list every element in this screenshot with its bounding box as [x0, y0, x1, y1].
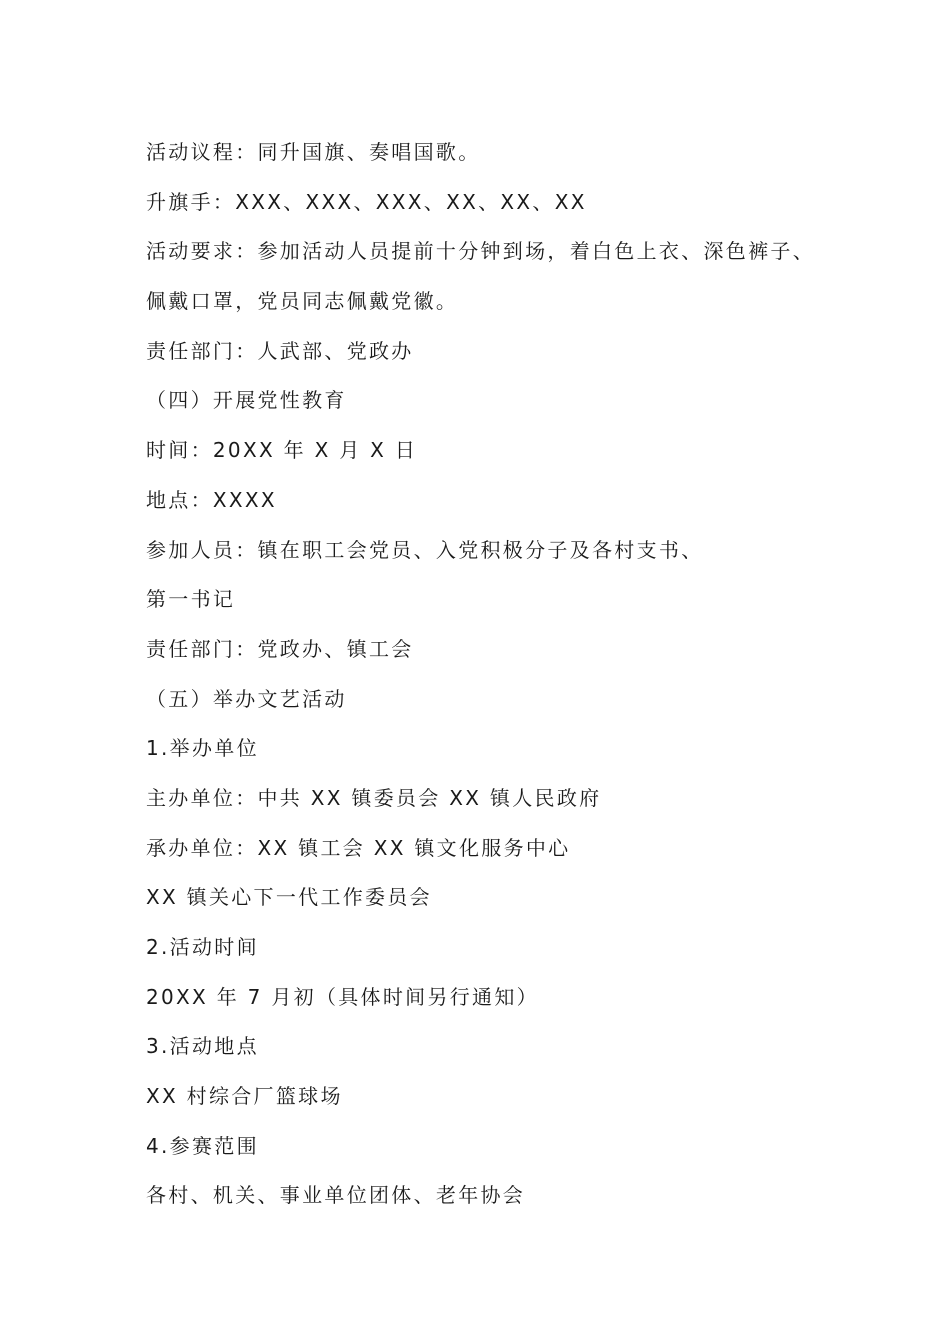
agenda-line: 活动议程：同升国旗、奏唱国歌。 [146, 140, 481, 164]
participation-scope-line: 各村、机关、事业单位团体、老年协会 [146, 1183, 526, 1208]
activity-location-line: XX 村综合厂篮球场 [146, 1084, 343, 1109]
subheading-activity-location: 3.活动地点 [146, 1034, 259, 1059]
document-body [146, 134, 836, 1227]
co-organizer-line: 承办单位：XX 镇工会 XX 镇文化服务中心 [146, 835, 571, 860]
subheading-participation-scope: 4.参赛范围 [146, 1133, 259, 1158]
location-line: 地点：XXXX [146, 487, 277, 512]
time-line: 时间：20XX 年 X 月 X 日 [146, 438, 418, 463]
responsible-department-line: 责任部门：人武部、党政办 [146, 338, 414, 363]
requirements-continued-line: 佩戴口罩，党员同志佩戴党徽。 [146, 289, 459, 314]
section-heading-five: （五）举办文艺活动 [146, 686, 347, 711]
subheading-organizers: 1.举办单位 [146, 736, 259, 761]
co-organizer-continued-line: XX 镇关心下一代工作委员会 [146, 885, 432, 910]
host-organizer-line: 主办单位：中共 XX 镇委员会 XX 镇人民政府 [146, 785, 602, 810]
participants-line: 参加人员：镇在职工会党员、入党积极分子及各村支书、 [146, 537, 704, 562]
requirements-line: 活动要求：参加活动人员提前十分钟到场，着白色上衣、深色裤子、 [146, 239, 815, 264]
participants-continued-line: 第一书记 [146, 587, 236, 612]
subheading-activity-time: 2.活动时间 [146, 935, 259, 959]
flag-raisers-line: 升旗手：XXX、XXX、XXX、XX、XX、XX [146, 189, 587, 214]
activity-time-line: 20XX 年 7 月初（具体时间另行通知） [146, 984, 539, 1009]
responsible-department-line-2: 责任部门：党政办、镇工会 [146, 636, 414, 661]
section-heading-four: （四）开展党性教育 [146, 388, 347, 413]
